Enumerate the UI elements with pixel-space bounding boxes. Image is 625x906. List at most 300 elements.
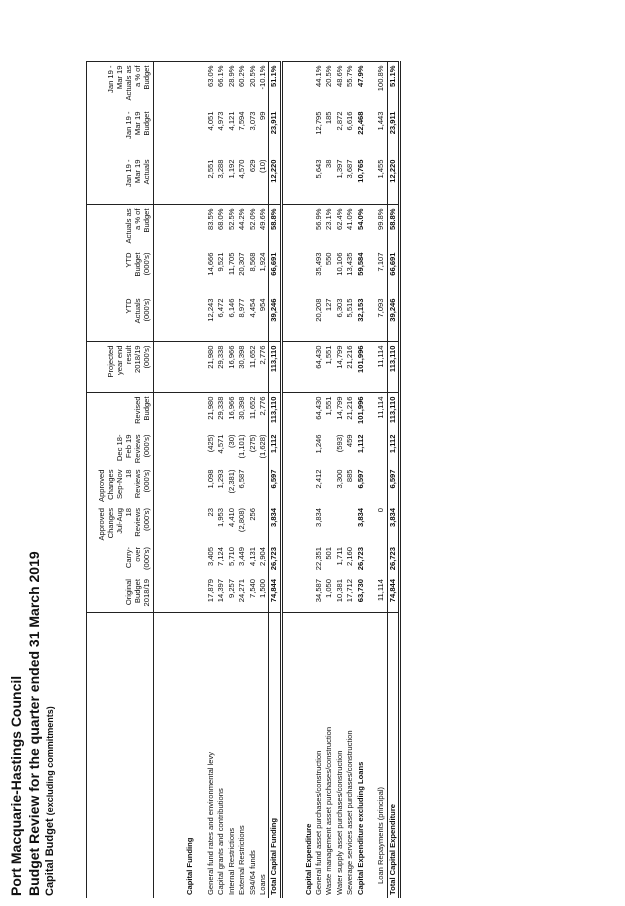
spacer-cell (196, 295, 206, 342)
value-cell: 74,844 (387, 576, 399, 613)
spacer-cell (293, 544, 303, 576)
value-cell: 1,551 (324, 342, 334, 393)
spacer-cell (196, 156, 206, 205)
value-cell: 68.0% (216, 208, 226, 231)
spacer-cell (281, 505, 293, 544)
value-cell: 1,112 (355, 434, 365, 454)
value-cell: 9,257 (227, 576, 237, 613)
value-cell: 41.0% (345, 208, 355, 231)
spacer-cell (281, 576, 293, 613)
spacer-cell (175, 466, 185, 505)
value-cell: (30) (226, 434, 236, 448)
value-cell: 6,303 (335, 295, 345, 342)
spacer-cell (196, 249, 206, 295)
value-cell: 34,587 (314, 576, 324, 613)
value-cell: 954 (258, 295, 269, 342)
spacer-cell (281, 156, 293, 205)
value-cell: 20,208 (314, 295, 324, 342)
row-label: Total Capital Expenditure (387, 613, 399, 899)
value-cell: 11,114 (376, 396, 386, 419)
table-row (269, 62, 281, 898)
section-heading: Capital Funding (185, 837, 195, 895)
council-title: Port Macquarie-Hastings Council (8, 675, 24, 896)
header-label-cell (87, 613, 154, 899)
spacer-cell (281, 295, 293, 342)
empty-cell (185, 505, 195, 544)
value-cell: 62.4% (334, 208, 344, 231)
spacer-cell (175, 576, 185, 613)
empty-cell (304, 249, 314, 295)
spacer-cell (175, 62, 185, 109)
table-header-row (87, 62, 154, 898)
value-cell: (2,381) (226, 469, 236, 494)
value-cell: 10,765 (356, 156, 366, 205)
value-cell: 51.1% (269, 62, 281, 109)
spacer-cell (154, 613, 165, 899)
value-cell: 17,712 (345, 576, 355, 613)
table-row (237, 62, 247, 898)
spacer-row (164, 62, 174, 898)
value-cell (324, 431, 334, 466)
spacer-cell (175, 613, 185, 899)
value-cell: 1,112 (387, 431, 399, 466)
value-cell: 459 (345, 434, 355, 448)
spacer-cell (154, 505, 165, 544)
value-cell: 26,723 (269, 544, 281, 576)
value-cell: 64,430 (314, 342, 324, 393)
value-cell (324, 505, 334, 544)
value-cell: 501 (324, 547, 334, 560)
value-cell: 1,711 (334, 547, 344, 566)
value-cell: 14,799 (335, 342, 345, 393)
value-cell: 6,597 (269, 466, 281, 505)
value-cell: 1,112 (269, 431, 281, 466)
report-subtitle: Budget Review for the quarter ended 31 March 2019 (26, 551, 42, 896)
spacer-cell (164, 505, 174, 544)
value-cell: 47.9% (356, 62, 366, 109)
col-header-ytd-actuals: YTD Actuals (000's) (87, 295, 154, 342)
spacer-cell (366, 249, 376, 295)
spacer-cell (293, 466, 303, 505)
value-cell: 21,216 (345, 396, 355, 420)
spacer-cell (154, 431, 165, 466)
value-cell: 1,050 (324, 576, 334, 613)
col-header-q-pct: Jan 19 - Mar 19 Actuals as a % of Budget (87, 62, 154, 109)
table-row (258, 62, 269, 898)
value-cell: 0 (376, 508, 386, 513)
value-cell: 1,953 (216, 508, 226, 528)
value-cell: 5,515 (345, 295, 355, 342)
table-row (335, 62, 345, 898)
value-cell: 26,723 (387, 544, 399, 576)
value-cell: 24,271 (237, 576, 247, 613)
value-cell: 30,398 (237, 396, 247, 420)
value-cell: 64,430 (314, 396, 323, 420)
spacer-cell (175, 342, 185, 393)
value-cell: 28.9% (227, 62, 237, 109)
empty-cell (304, 62, 314, 109)
col-header-projected-year-end: Projected year end result 2018/19 (000's) (87, 342, 154, 393)
value-cell: 52.0% (247, 208, 257, 231)
spacer-cell (196, 205, 206, 250)
value-cell: 58.8% (269, 205, 281, 250)
value-cell: 66,691 (387, 249, 399, 295)
value-cell: 4,410 (226, 508, 236, 528)
empty-cell (304, 108, 314, 156)
table-row (227, 62, 237, 898)
value-cell: 11,652 (248, 342, 258, 393)
value-cell: 63.0% (206, 62, 216, 109)
section-note: (excluding commitments) (45, 706, 55, 816)
value-cell: 1,397 (335, 156, 345, 205)
empty-cell (304, 466, 314, 505)
table-row (248, 62, 258, 898)
empty-cell (304, 156, 314, 205)
col-header-q-actuals: Jan 19 - Mar 19 Actuals (87, 156, 154, 205)
value-cell: 58.8% (387, 205, 399, 250)
row-label: Water supply asset purchases/construction (334, 750, 344, 895)
value-cell: (1,628) (258, 434, 267, 459)
value-cell: 99.8% (376, 208, 386, 231)
value-cell: 7,540 (248, 576, 258, 613)
spacer-cell (154, 249, 165, 295)
spacer-cell (164, 62, 174, 109)
spacer-cell (293, 205, 303, 250)
spacer-cell (154, 342, 165, 393)
value-cell: 2,776 (258, 342, 269, 393)
spacer-cell (366, 108, 376, 156)
section-heading-row (304, 62, 314, 898)
value-cell: 12,795 (314, 111, 323, 135)
value-cell: 101,996 (356, 342, 366, 393)
row-label: S94/64 funds (247, 850, 257, 895)
table-row (216, 62, 226, 898)
value-cell: 4,051 (205, 111, 215, 131)
value-cell: (593) (334, 434, 344, 453)
value-cell: 6,472 (216, 295, 226, 342)
spacer-cell (175, 249, 185, 295)
value-cell: 100.8% (376, 62, 387, 109)
spacer-cell (281, 249, 293, 295)
value-cell: 2,776 (258, 396, 267, 416)
spacer-cell (196, 466, 206, 505)
spacer-cell (175, 156, 185, 205)
value-cell: 30,398 (237, 342, 247, 393)
value-cell: 3,405 (205, 547, 215, 567)
table-row (345, 62, 355, 898)
row-label: General fund rates and environmental levy (205, 751, 215, 895)
value-cell: 7,594 (237, 111, 247, 131)
spacer-cell (293, 342, 303, 393)
spacer-cell (366, 295, 376, 342)
value-cell: 113,110 (387, 342, 399, 393)
value-cell: 12,243 (206, 295, 216, 342)
spacer-cell (196, 505, 206, 544)
value-cell: 885 (345, 469, 355, 483)
spacer-cell (175, 505, 185, 544)
section-heading: Capital Expenditure (303, 823, 313, 895)
value-cell: 21,980 (205, 396, 215, 420)
col-header-actuals-pct: Actuals as a % of Budget (87, 205, 154, 250)
empty-cell (304, 431, 314, 466)
spacer-cell (175, 544, 185, 576)
empty-cell (304, 342, 314, 393)
spacer-cell (366, 156, 376, 205)
row-label: Capital Expenditure excluding Loans (355, 761, 365, 895)
spacer-cell (366, 431, 376, 466)
spacer-cell (366, 393, 376, 432)
value-cell: 3,834 (314, 508, 323, 528)
value-cell: -10.1% (258, 62, 269, 109)
value-cell: 1,443 (376, 111, 386, 131)
row-label: Loan Repayments (principal) (376, 786, 386, 884)
value-cell: 17,879 (206, 576, 216, 613)
spacer-cell (281, 205, 293, 250)
row-label: Total Capital Funding (269, 613, 281, 899)
value-cell: 550 (324, 252, 334, 266)
value-cell (335, 505, 345, 544)
spacer-cell (196, 613, 206, 899)
value-cell: 23.1% (324, 208, 334, 231)
value-cell: 55.7% (345, 62, 355, 109)
spacer-cell (293, 295, 303, 342)
value-cell: 21,216 (345, 342, 355, 393)
value-cell: 35,493 (314, 252, 323, 276)
spacer-cell (281, 393, 293, 432)
value-cell (376, 466, 387, 505)
value-cell: 48.6% (335, 62, 345, 109)
value-cell (376, 431, 387, 466)
value-cell: 4,973 (216, 111, 226, 131)
value-cell: 3,449 (237, 547, 247, 567)
row-label: Sewerage services asset purchases/construction (345, 730, 355, 895)
spacer-cell (293, 156, 303, 205)
value-cell: 12,220 (269, 156, 281, 205)
value-cell: 113,110 (387, 393, 399, 432)
value-cell: (425) (205, 434, 215, 453)
value-cell: 4,131 (247, 547, 257, 567)
value-cell: 3,834 (355, 508, 365, 528)
value-cell: 11,114 (376, 342, 387, 393)
value-cell: 4,570 (237, 156, 247, 205)
spacer-cell (154, 393, 165, 432)
value-cell: 6,616 (345, 111, 355, 131)
value-cell: 4,571 (216, 434, 226, 454)
value-cell (376, 544, 387, 576)
capital-budget-table (86, 61, 401, 898)
spacer-cell (196, 342, 206, 393)
spacer-cell (175, 205, 185, 250)
value-cell: 11,705 (226, 252, 236, 276)
value-cell: 11,114 (376, 576, 387, 613)
value-cell: 39,246 (269, 295, 281, 342)
empty-cell (185, 249, 195, 295)
spacer-cell (164, 249, 174, 295)
spacer-cell (164, 342, 174, 393)
spacer-cell (293, 505, 303, 544)
col-header-approved-sep-nov: Approved Changes Sep-Nov 18 Reviews (000's) (87, 466, 154, 505)
value-cell: 14,666 (205, 252, 215, 276)
value-cell: 6,587 (237, 469, 247, 489)
table-row (356, 62, 366, 898)
value-cell: 2,872 (334, 111, 344, 131)
value-cell: 101,996 (355, 396, 365, 424)
spacer-cell (281, 342, 293, 393)
value-cell: 63,730 (356, 576, 366, 613)
empty-cell (185, 342, 195, 393)
value-cell: 113,110 (269, 342, 281, 393)
spacer-cell (154, 108, 165, 156)
empty-cell (185, 156, 195, 205)
spacer-cell (154, 156, 165, 205)
empty-cell (185, 431, 195, 466)
table-row (206, 62, 216, 898)
spacer-cell (164, 295, 174, 342)
value-cell (258, 505, 269, 544)
spacer-cell (154, 295, 165, 342)
table-row (376, 62, 387, 898)
value-cell (324, 466, 334, 505)
value-cell: 49.6% (258, 208, 267, 231)
table-row (324, 62, 334, 898)
empty-cell (185, 466, 195, 505)
spacer-row (281, 62, 293, 898)
spacer-cell (293, 62, 303, 109)
value-cell (345, 505, 355, 544)
value-cell: 629 (248, 156, 258, 205)
spacer-cell (175, 108, 185, 156)
spacer-cell (293, 393, 303, 432)
spacer-cell (154, 576, 165, 613)
value-cell: 3,288 (216, 156, 226, 205)
value-cell (248, 466, 258, 505)
value-cell: 127 (324, 295, 334, 342)
value-cell: 23 (205, 508, 215, 517)
spacer-cell (164, 108, 174, 156)
value-cell: 3,834 (387, 505, 399, 544)
value-cell: 32,153 (356, 295, 366, 342)
value-cell: 2,160 (345, 547, 355, 567)
col-header-carry-over: Carry-over (000's) (87, 544, 154, 576)
spacer-cell (293, 249, 303, 295)
col-header-revised-budget: Revised Budget (87, 393, 154, 432)
empty-cell (304, 576, 314, 613)
value-cell: 7,107 (376, 252, 386, 272)
value-cell: 4,454 (248, 295, 258, 342)
value-cell: 29,338 (216, 396, 226, 420)
spacer-cell (366, 576, 376, 613)
value-cell: (275) (247, 434, 257, 453)
spacer-cell (164, 156, 174, 205)
empty-cell (185, 393, 195, 432)
spacer-row (366, 62, 376, 898)
spacer-cell (154, 205, 165, 250)
value-cell: (2,808) (237, 508, 247, 533)
value-cell: (1,101) (237, 434, 247, 459)
value-cell: 8,568 (247, 252, 257, 272)
value-cell: 256 (247, 508, 257, 521)
spacer-cell (293, 576, 303, 613)
spacer-cell (281, 466, 293, 505)
spacer-cell (196, 431, 206, 466)
spacer-cell (164, 613, 174, 899)
value-cell: 44.1% (314, 62, 324, 109)
value-cell: 1,455 (376, 156, 387, 205)
spacer-cell (293, 431, 303, 466)
empty-cell (185, 295, 195, 342)
value-cell: 113,110 (269, 393, 281, 432)
value-cell: 7,093 (376, 295, 387, 342)
value-cell: 52.5% (226, 208, 236, 231)
spacer-cell (196, 108, 206, 156)
spacer-cell (175, 393, 185, 432)
empty-cell (304, 505, 314, 544)
value-cell: 10,381 (335, 576, 345, 613)
value-cell: 1,192 (227, 156, 237, 205)
value-cell: 20.5% (248, 62, 258, 109)
value-cell: 14,799 (334, 396, 344, 420)
spacer-cell (164, 431, 174, 466)
spacer-cell (281, 431, 293, 466)
spacer-cell (196, 576, 206, 613)
spacer-cell (366, 342, 376, 393)
value-cell: 1,924 (258, 252, 267, 272)
value-cell: 38 (324, 156, 334, 205)
value-cell: 1,551 (324, 396, 334, 416)
spacer-cell (196, 544, 206, 576)
spacer-cell (281, 613, 293, 899)
empty-cell (185, 544, 195, 576)
spacer-cell (366, 205, 376, 250)
value-cell: 56.9% (314, 208, 323, 231)
value-cell: 39,246 (387, 295, 399, 342)
value-cell: 99 (258, 111, 267, 120)
row-label: General fund asset purchases/construction (314, 750, 323, 895)
value-cell: 12,220 (387, 156, 399, 205)
value-cell: 2,412 (314, 469, 323, 489)
spacer-cell (293, 613, 303, 899)
value-cell: 5,643 (314, 156, 324, 205)
spacer-cell (175, 295, 185, 342)
table-body (154, 62, 400, 898)
value-cell: 23,911 (269, 108, 281, 156)
value-cell: 54.0% (355, 208, 365, 231)
table-row (314, 62, 324, 898)
value-cell: 1,246 (314, 434, 323, 454)
value-cell: 2,551 (206, 156, 216, 205)
empty-cell (304, 544, 314, 576)
value-cell: 6,597 (355, 469, 365, 489)
spacer-cell (293, 108, 303, 156)
spacer-row (293, 62, 303, 898)
value-cell: 1,500 (258, 576, 269, 613)
value-cell: 29,338 (216, 342, 226, 393)
spacer-row (154, 62, 165, 898)
value-cell: 4,121 (226, 111, 236, 131)
value-cell: 1,293 (216, 469, 226, 489)
spacer-cell (154, 466, 165, 505)
spacer-cell (366, 613, 376, 899)
value-cell: 6,597 (387, 466, 399, 505)
value-cell: 185 (324, 111, 334, 125)
spacer-cell (366, 505, 376, 544)
value-cell: 74,844 (269, 576, 281, 613)
row-label: Waste management asset purchases/construction (324, 726, 334, 895)
spacer-cell (154, 544, 165, 576)
spacer-row (196, 62, 206, 898)
spacer-cell (281, 62, 293, 109)
empty-cell (185, 62, 195, 109)
